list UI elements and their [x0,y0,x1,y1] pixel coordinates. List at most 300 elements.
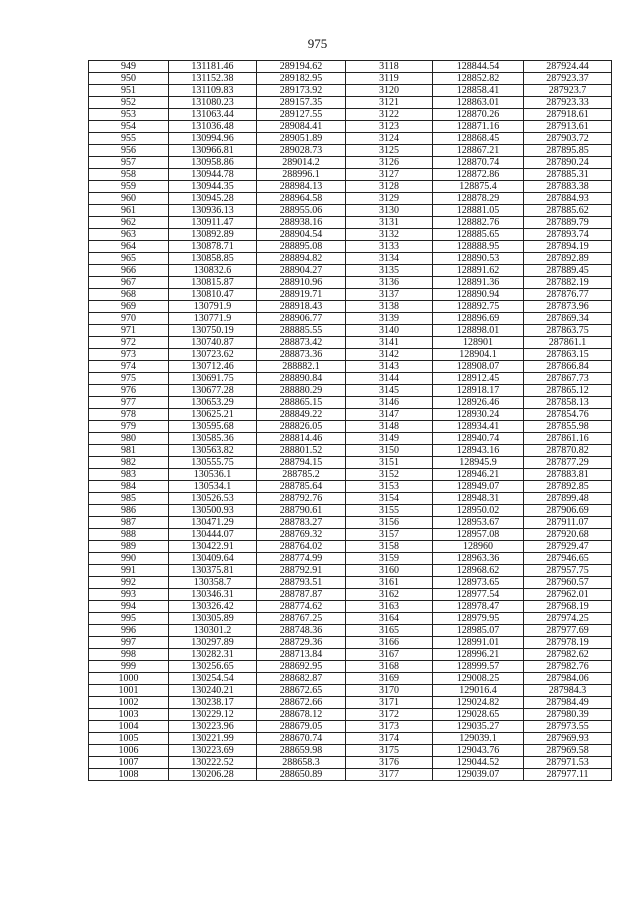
x-coordinate-left: 130750.19 [169,325,257,337]
y-coordinate-left: 288748.36 [257,625,346,637]
x-coordinate-right: 128930.24 [433,409,524,421]
x-coordinate-right: 128863.01 [433,97,524,109]
y-coordinate-right: 287889.45 [524,265,612,277]
point-number-left: 986 [89,505,169,517]
x-coordinate-left: 130771.9 [169,313,257,325]
x-coordinate-left: 130222.52 [169,757,257,769]
x-coordinate-left: 130944.35 [169,181,257,193]
point-number-left: 994 [89,601,169,613]
y-coordinate-left: 288713.84 [257,649,346,661]
x-coordinate-left: 130712.46 [169,361,257,373]
y-coordinate-left: 288910.96 [257,277,346,289]
point-number-left: 998 [89,649,169,661]
x-coordinate-right: 128875.4 [433,181,524,193]
y-coordinate-left: 288783.27 [257,517,346,529]
point-number-left: 1001 [89,685,169,697]
point-number-left: 992 [89,577,169,589]
point-number-right: 3135 [346,265,433,277]
point-number-left: 1007 [89,757,169,769]
y-coordinate-right: 287903.72 [524,133,612,145]
x-coordinate-left: 131109.83 [169,85,257,97]
point-number-right: 3155 [346,505,433,517]
point-number-left: 976 [89,385,169,397]
x-coordinate-left: 130958.86 [169,157,257,169]
y-coordinate-left: 289182.95 [257,73,346,85]
point-number-left: 985 [89,493,169,505]
y-coordinate-left: 288895.08 [257,241,346,253]
y-coordinate-right: 287892.85 [524,481,612,493]
point-number-right: 3175 [346,745,433,757]
point-number-left: 949 [89,61,169,73]
table-row [89,709,612,721]
x-coordinate-left: 130256.65 [169,661,257,673]
x-coordinate-left: 130223.69 [169,745,257,757]
x-coordinate-right: 128957.08 [433,529,524,541]
point-number-right: 3172 [346,709,433,721]
point-number-right: 3171 [346,697,433,709]
y-coordinate-left: 288882.1 [257,361,346,373]
y-coordinate-left: 289194.62 [257,61,346,73]
table-row [89,457,612,469]
x-coordinate-left: 130815.87 [169,277,257,289]
point-number-left: 950 [89,73,169,85]
y-coordinate-left: 289051.89 [257,133,346,145]
x-coordinate-right: 128950.02 [433,505,524,517]
table-row [89,769,612,781]
table-row [89,229,612,241]
point-number-left: 996 [89,625,169,637]
y-coordinate-right: 287982.62 [524,649,612,661]
y-coordinate-right: 287867.73 [524,373,612,385]
point-number-left: 961 [89,205,169,217]
y-coordinate-left: 288658.3 [257,757,346,769]
table-row [89,157,612,169]
table-row [89,697,612,709]
table-row [89,133,612,145]
y-coordinate-left: 288672.66 [257,697,346,709]
table-row [89,253,612,265]
point-number-left: 952 [89,97,169,109]
x-coordinate-right: 128979.95 [433,613,524,625]
y-coordinate-right: 287858.13 [524,397,612,409]
x-coordinate-left: 130221.99 [169,733,257,745]
point-number-right: 3142 [346,349,433,361]
y-coordinate-left: 288679.05 [257,721,346,733]
y-coordinate-left: 288885.55 [257,325,346,337]
y-coordinate-right: 287977.11 [524,769,612,781]
point-number-right: 3157 [346,529,433,541]
y-coordinate-right: 287946.65 [524,553,612,565]
table-row [89,397,612,409]
point-number-right: 3122 [346,109,433,121]
point-number-left: 967 [89,277,169,289]
x-coordinate-right: 129008.25 [433,673,524,685]
x-coordinate-right: 128949.07 [433,481,524,493]
table-row [89,97,612,109]
y-coordinate-right: 287911.07 [524,517,612,529]
point-number-right: 3164 [346,613,433,625]
point-number-left: 1006 [89,745,169,757]
point-number-right: 3173 [346,721,433,733]
y-coordinate-right: 287906.69 [524,505,612,517]
x-coordinate-right: 128868.45 [433,133,524,145]
point-number-left: 984 [89,481,169,493]
point-number-left: 975 [89,373,169,385]
y-coordinate-left: 288873.36 [257,349,346,361]
x-coordinate-right: 129044.52 [433,757,524,769]
point-number-right: 3128 [346,181,433,193]
x-coordinate-left: 130500.93 [169,505,257,517]
table-row [89,385,612,397]
y-coordinate-right: 287876.77 [524,289,612,301]
y-coordinate-left: 288814.46 [257,433,346,445]
table-row [89,433,612,445]
point-number-left: 991 [89,565,169,577]
point-number-right: 3131 [346,217,433,229]
point-number-right: 3129 [346,193,433,205]
y-coordinate-left: 288792.91 [257,565,346,577]
y-coordinate-right: 287866.84 [524,361,612,373]
y-coordinate-right: 287962.01 [524,589,612,601]
y-coordinate-right: 287869.34 [524,313,612,325]
table-row [89,469,612,481]
x-coordinate-left: 130911.47 [169,217,257,229]
point-number-right: 3141 [346,337,433,349]
point-number-left: 955 [89,133,169,145]
x-coordinate-right: 128985.07 [433,625,524,637]
y-coordinate-left: 288906.77 [257,313,346,325]
point-number-left: 971 [89,325,169,337]
y-coordinate-left: 288790.61 [257,505,346,517]
x-coordinate-right: 128996.21 [433,649,524,661]
x-coordinate-left: 130229.12 [169,709,257,721]
table-row [89,109,612,121]
y-coordinate-right: 287968.19 [524,601,612,613]
point-number-right: 3167 [346,649,433,661]
y-coordinate-left: 288793.51 [257,577,346,589]
x-coordinate-right: 128882.76 [433,217,524,229]
x-coordinate-left: 130878.71 [169,241,257,253]
y-coordinate-right: 287861.16 [524,433,612,445]
x-coordinate-right: 128918.17 [433,385,524,397]
x-coordinate-left: 130966.81 [169,145,257,157]
x-coordinate-left: 130240.21 [169,685,257,697]
point-number-left: 982 [89,457,169,469]
y-coordinate-right: 287923.7 [524,85,612,97]
y-coordinate-right: 287877.29 [524,457,612,469]
x-coordinate-right: 128926.46 [433,397,524,409]
table-row [89,193,612,205]
x-coordinate-right: 129016.4 [433,685,524,697]
x-coordinate-left: 130534.1 [169,481,257,493]
y-coordinate-right: 287861.1 [524,337,612,349]
point-number-right: 3137 [346,289,433,301]
y-coordinate-left: 288801.52 [257,445,346,457]
x-coordinate-right: 128940.74 [433,433,524,445]
y-coordinate-left: 288729.36 [257,637,346,649]
x-coordinate-left: 130526.53 [169,493,257,505]
point-number-left: 956 [89,145,169,157]
y-coordinate-right: 287969.93 [524,733,612,745]
y-coordinate-left: 288787.87 [257,589,346,601]
x-coordinate-left: 130595.68 [169,421,257,433]
table-row [89,409,612,421]
y-coordinate-left: 288678.12 [257,709,346,721]
x-coordinate-right: 128898.01 [433,325,524,337]
y-coordinate-left: 288659.98 [257,745,346,757]
x-coordinate-right: 128968.62 [433,565,524,577]
y-coordinate-right: 287978.19 [524,637,612,649]
x-coordinate-right: 128973.65 [433,577,524,589]
table-row [89,277,612,289]
x-coordinate-right: 128934.41 [433,421,524,433]
y-coordinate-left: 289173.92 [257,85,346,97]
x-coordinate-right: 128888.95 [433,241,524,253]
y-coordinate-right: 287883.38 [524,181,612,193]
y-coordinate-right: 287895.85 [524,145,612,157]
point-number-right: 3118 [346,61,433,73]
point-number-left: 990 [89,553,169,565]
y-coordinate-right: 287892.89 [524,253,612,265]
point-number-left: 963 [89,229,169,241]
x-coordinate-left: 131181.46 [169,61,257,73]
x-coordinate-right: 128945.9 [433,457,524,469]
x-coordinate-right: 128901 [433,337,524,349]
y-coordinate-left: 288826.05 [257,421,346,433]
table-row [89,85,612,97]
point-number-right: 3151 [346,457,433,469]
x-coordinate-right: 128960 [433,541,524,553]
point-number-left: 1004 [89,721,169,733]
x-coordinate-left: 130444.07 [169,529,257,541]
x-coordinate-left: 130536.1 [169,469,257,481]
y-coordinate-right: 287973.55 [524,721,612,733]
table-row [89,493,612,505]
y-coordinate-left: 288682.87 [257,673,346,685]
point-number-left: 965 [89,253,169,265]
x-coordinate-right: 129043.76 [433,745,524,757]
x-coordinate-left: 130740.87 [169,337,257,349]
y-coordinate-right: 287884.93 [524,193,612,205]
point-number-right: 3159 [346,553,433,565]
y-coordinate-right: 287893.74 [524,229,612,241]
table-row [89,301,612,313]
y-coordinate-left: 288873.42 [257,337,346,349]
x-coordinate-right: 128963.36 [433,553,524,565]
point-number-left: 1005 [89,733,169,745]
y-coordinate-right: 287984.49 [524,697,612,709]
y-coordinate-left: 288984.13 [257,181,346,193]
x-coordinate-right: 128891.62 [433,265,524,277]
point-number-left: 995 [89,613,169,625]
table-row [89,721,612,733]
y-coordinate-left: 288785.2 [257,469,346,481]
point-number-right: 3177 [346,769,433,781]
point-number-right: 3156 [346,517,433,529]
table-row [89,373,612,385]
x-coordinate-right: 128881.05 [433,205,524,217]
x-coordinate-right: 128890.94 [433,289,524,301]
y-coordinate-right: 287982.76 [524,661,612,673]
point-number-left: 960 [89,193,169,205]
y-coordinate-right: 287960.57 [524,577,612,589]
x-coordinate-right: 128870.74 [433,157,524,169]
x-coordinate-right: 128885.65 [433,229,524,241]
table-row [89,421,612,433]
table-row [89,481,612,493]
point-number-left: 962 [89,217,169,229]
point-number-right: 3119 [346,73,433,85]
point-number-left: 954 [89,121,169,133]
table-row [89,733,612,745]
y-coordinate-left: 288904.27 [257,265,346,277]
table-row [89,505,612,517]
x-coordinate-left: 130206.28 [169,769,257,781]
point-number-right: 3134 [346,253,433,265]
x-coordinate-right: 128852.82 [433,73,524,85]
y-coordinate-left: 289157.35 [257,97,346,109]
x-coordinate-left: 130471.29 [169,517,257,529]
point-number-left: 987 [89,517,169,529]
table-row [89,217,612,229]
point-number-left: 964 [89,241,169,253]
point-number-left: 1003 [89,709,169,721]
point-number-left: 957 [89,157,169,169]
x-coordinate-right: 128977.54 [433,589,524,601]
table-row [89,745,612,757]
point-number-right: 3174 [346,733,433,745]
y-coordinate-left: 288650.89 [257,769,346,781]
x-coordinate-right: 128878.29 [433,193,524,205]
point-number-left: 953 [89,109,169,121]
table-row [89,565,612,577]
table-row [89,121,612,133]
x-coordinate-left: 130944.78 [169,169,257,181]
table-row [89,589,612,601]
y-coordinate-right: 287984.3 [524,685,612,697]
table-row [89,313,612,325]
point-number-left: 979 [89,421,169,433]
table-row [89,613,612,625]
x-coordinate-left: 130653.29 [169,397,257,409]
table-row [89,241,612,253]
y-coordinate-right: 287969.58 [524,745,612,757]
point-number-left: 959 [89,181,169,193]
point-number-right: 3138 [346,301,433,313]
x-coordinate-right: 128978.47 [433,601,524,613]
x-coordinate-right: 129035.27 [433,721,524,733]
y-coordinate-left: 288794.15 [257,457,346,469]
y-coordinate-right: 287882.19 [524,277,612,289]
table-row [89,73,612,85]
point-number-right: 3121 [346,97,433,109]
y-coordinate-right: 287855.98 [524,421,612,433]
x-coordinate-left: 130625.21 [169,409,257,421]
y-coordinate-left: 289127.55 [257,109,346,121]
x-coordinate-right: 128953.67 [433,517,524,529]
x-coordinate-left: 130305.89 [169,613,257,625]
point-number-left: 969 [89,301,169,313]
y-coordinate-right: 287957.75 [524,565,612,577]
y-coordinate-right: 287863.15 [524,349,612,361]
point-number-left: 989 [89,541,169,553]
x-coordinate-right: 128890.53 [433,253,524,265]
point-number-right: 3160 [346,565,433,577]
x-coordinate-left: 131152.38 [169,73,257,85]
x-coordinate-right: 128870.26 [433,109,524,121]
point-number-right: 3139 [346,313,433,325]
point-number-left: 974 [89,361,169,373]
point-number-right: 3125 [346,145,433,157]
y-coordinate-right: 287883.81 [524,469,612,481]
x-coordinate-left: 130254.54 [169,673,257,685]
x-coordinate-right: 128872.86 [433,169,524,181]
point-number-left: 981 [89,445,169,457]
y-coordinate-right: 287920.68 [524,529,612,541]
point-number-left: 972 [89,337,169,349]
y-coordinate-left: 288769.32 [257,529,346,541]
y-coordinate-right: 287889.79 [524,217,612,229]
point-number-right: 3163 [346,601,433,613]
table-row [89,541,612,553]
point-number-right: 3124 [346,133,433,145]
point-number-right: 3123 [346,121,433,133]
y-coordinate-left: 288774.99 [257,553,346,565]
point-number-left: 1002 [89,697,169,709]
y-coordinate-right: 287885.62 [524,205,612,217]
x-coordinate-left: 130563.82 [169,445,257,457]
x-coordinate-right: 128946.21 [433,469,524,481]
y-coordinate-left: 288904.54 [257,229,346,241]
x-coordinate-right: 128858.41 [433,85,524,97]
point-number-right: 3126 [346,157,433,169]
table-row [89,265,612,277]
y-coordinate-right: 287890.24 [524,157,612,169]
x-coordinate-left: 130810.47 [169,289,257,301]
point-number-right: 3169 [346,673,433,685]
y-coordinate-left: 288670.74 [257,733,346,745]
y-coordinate-left: 288764.02 [257,541,346,553]
x-coordinate-left: 130409.64 [169,553,257,565]
y-coordinate-left: 288865.15 [257,397,346,409]
x-coordinate-left: 130555.75 [169,457,257,469]
point-number-right: 3127 [346,169,433,181]
y-coordinate-right: 287894.19 [524,241,612,253]
x-coordinate-left: 130297.89 [169,637,257,649]
table-row [89,289,612,301]
table-row [89,145,612,157]
y-coordinate-right: 287885.31 [524,169,612,181]
point-number-right: 3140 [346,325,433,337]
table-row [89,445,612,457]
y-coordinate-right: 287923.33 [524,97,612,109]
x-coordinate-right: 129039.1 [433,733,524,745]
point-number-right: 3165 [346,625,433,637]
y-coordinate-left: 288785.64 [257,481,346,493]
y-coordinate-left: 288849.22 [257,409,346,421]
table-row [89,601,612,613]
point-number-right: 3168 [346,661,433,673]
point-number-right: 3153 [346,481,433,493]
y-coordinate-right: 287980.39 [524,709,612,721]
table-row [89,349,612,361]
table-row [89,181,612,193]
table-row [89,517,612,529]
coordinate-table [88,60,612,781]
table-row [89,553,612,565]
y-coordinate-left: 288919.71 [257,289,346,301]
point-number-right: 3170 [346,685,433,697]
